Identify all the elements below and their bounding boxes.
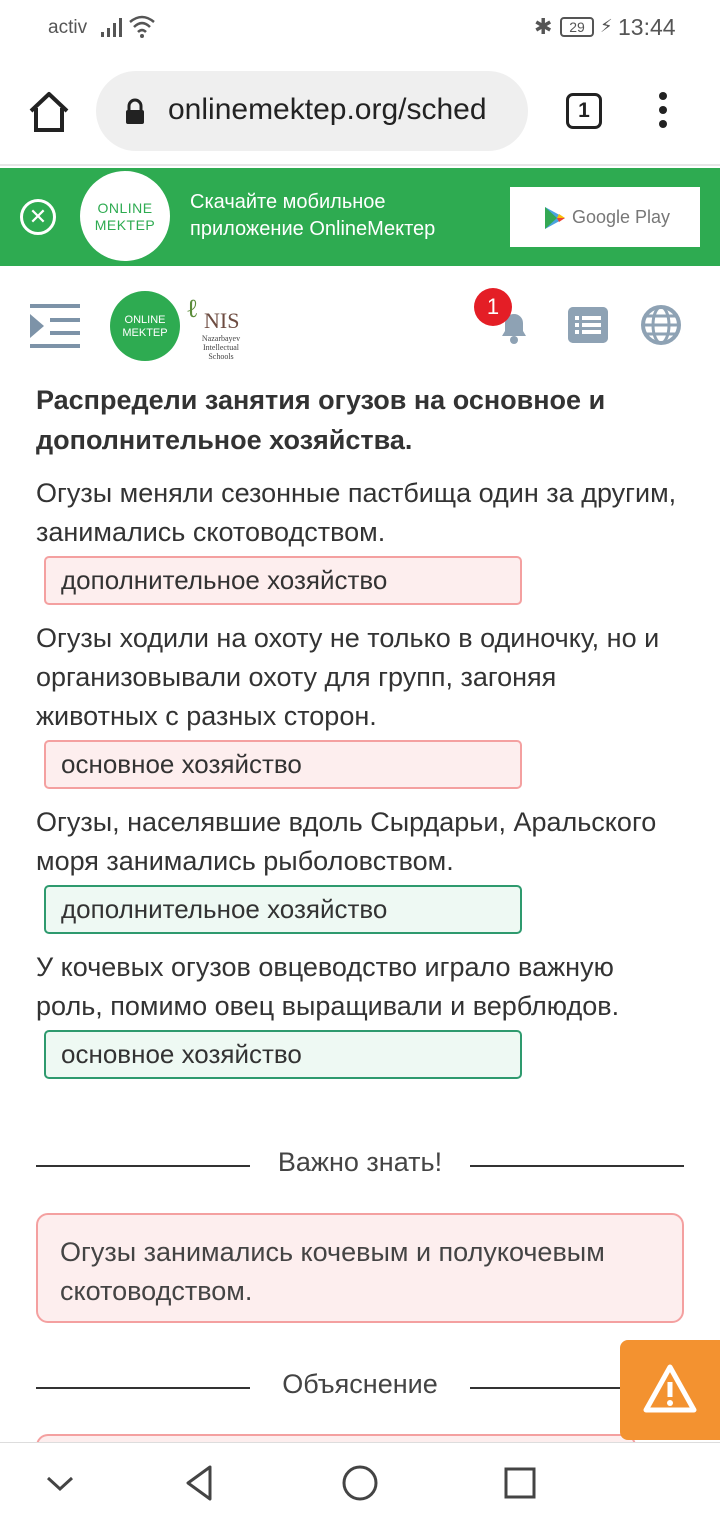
list-icon[interactable] bbox=[568, 307, 608, 343]
wifi-icon bbox=[128, 14, 156, 38]
url-text: onlinemektep.org/sched bbox=[168, 93, 487, 126]
signal-icon bbox=[100, 16, 124, 38]
warning-icon bbox=[620, 1340, 720, 1440]
statement-text: Огузы ходили на охоту не только в одиночку, но и организовывали охоту для групп, загоняя животных с разных сторон. bbox=[36, 623, 660, 731]
site-header bbox=[0, 266, 720, 378]
explanation-divider bbox=[36, 1367, 684, 1407]
important-note: Огузы занимались кочевым и полукочевым скотоводством. bbox=[36, 1213, 684, 1323]
app-download-banner bbox=[0, 168, 720, 266]
statement-text: Огузы меняли сезонные пастбища один за другим, занимались скотоводством. bbox=[36, 478, 677, 547]
onlinemektep-logo: ONLINE MEKTEP bbox=[80, 171, 170, 261]
sidebar-toggle-icon[interactable] bbox=[30, 302, 80, 350]
question-title: Распредели занятия огузов на основное и дополнительное хозяйства. bbox=[36, 385, 606, 455]
browser-toolbar bbox=[0, 56, 720, 166]
home-icon[interactable] bbox=[26, 89, 72, 135]
statement-text: Огузы, населявшие вдоль Сырдарьи, Аральского моря занимались рыболовством. bbox=[36, 807, 657, 876]
report-issue-button[interactable] bbox=[620, 1340, 720, 1440]
address-bar[interactable] bbox=[96, 71, 528, 151]
notification-badge: 1 bbox=[474, 288, 512, 326]
battery-icon: 29 bbox=[560, 17, 594, 37]
nis-logo: ℓ NIS Nazarbayev Intellectual Schools bbox=[186, 294, 241, 361]
answer-box-correct: основное хозяйство bbox=[44, 1030, 522, 1079]
tab-switcher-button[interactable]: 1 bbox=[566, 93, 602, 129]
onlinemektep-logo[interactable]: ONLINE MEKTEP bbox=[110, 291, 180, 361]
task-content bbox=[36, 378, 684, 1079]
system-navigation-bar bbox=[0, 1442, 720, 1520]
charging-icon: ⚡ bbox=[600, 16, 613, 36]
statement-text: У кочевых огузов овцеводство играло важную роль, помимо овец выращивали и верблюдов. bbox=[36, 952, 620, 1021]
recents-icon[interactable] bbox=[500, 1463, 540, 1503]
globe-icon[interactable] bbox=[640, 304, 682, 346]
answer-box-wrong: дополнительное хозяйство bbox=[44, 556, 522, 605]
lock-icon bbox=[124, 98, 146, 126]
google-play-button[interactable]: Google Play bbox=[510, 187, 700, 247]
status-bar bbox=[0, 0, 720, 56]
nis-leaf-icon: ℓ bbox=[186, 294, 199, 323]
important-heading: Важно знать! bbox=[266, 1147, 454, 1177]
chevron-down-icon[interactable] bbox=[40, 1463, 80, 1503]
google-play-icon bbox=[544, 206, 566, 230]
answer-box-correct: дополнительное хозяйство bbox=[44, 885, 522, 934]
back-icon[interactable] bbox=[180, 1463, 220, 1503]
home-circle-icon[interactable] bbox=[340, 1463, 380, 1503]
more-menu-icon[interactable] bbox=[652, 92, 674, 132]
carrier-name: activ bbox=[48, 17, 88, 38]
close-icon[interactable]: ✕ bbox=[20, 199, 56, 235]
clock: 13:44 bbox=[618, 14, 676, 40]
explanation-heading: Объяснение bbox=[270, 1369, 450, 1399]
answer-box-wrong: основное хозяйство bbox=[44, 740, 522, 789]
important-divider bbox=[36, 1145, 684, 1185]
bluetooth-icon: ✱ bbox=[534, 14, 553, 39]
promo-text: Скачайте мобильное приложение OnlineМектер bbox=[190, 191, 436, 240]
